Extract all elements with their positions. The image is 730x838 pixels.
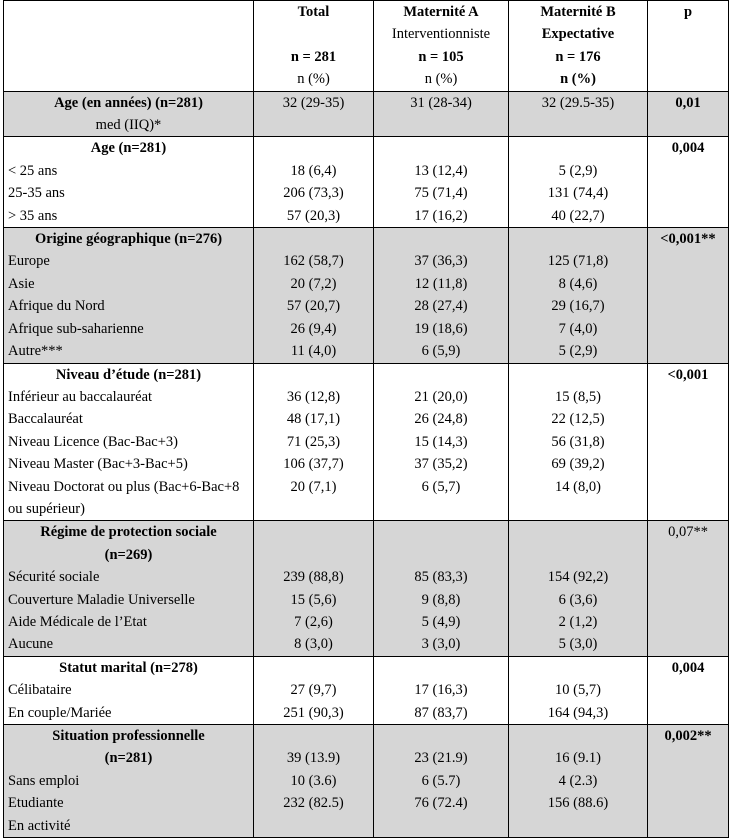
origin-b: 125 (71,8) 8 (4,6) 29 (16,7) 7 (4,0) 5 (2,9) <box>509 228 648 363</box>
section-age <box>4 137 729 228</box>
list-item: Baccalauréat <box>8 411 83 428</box>
header-p: p <box>648 1 729 92</box>
age-a: 13 (12,4) 75 (71,4) 17 (16,2) <box>374 137 509 228</box>
section-age-years <box>4 91 729 137</box>
age-years-label: Age (en années) (n=281) med (IIQ)* <box>4 91 254 137</box>
work-total: 39 (13.9) 10 (3.6) 232 (82.5) <box>254 725 374 838</box>
section-marital <box>4 656 729 724</box>
marital-p: 0,004 <box>648 656 729 724</box>
origin-a: 37 (36,3) 12 (11,8) 28 (27,4) 19 (18,6) 6 (5,9) <box>374 228 509 363</box>
age-total: 18 (6,4) 206 (73,3) 57 (20,3) <box>254 137 374 228</box>
origin-labels: Origine géographique (n=276) Europe Asie Afrique du Nord Afrique sub-saharienne Autre*** <box>4 228 254 363</box>
section-social <box>4 521 729 656</box>
education-p: <0,001 <box>648 363 729 521</box>
list-item: Aucune <box>8 636 54 653</box>
list-item: En couple/Mariée <box>8 704 112 721</box>
marital-b: 10 (5,7) 164 (94,3) <box>509 656 648 724</box>
list-item: Sans emploi <box>8 772 80 789</box>
list-item: > 35 ans <box>8 207 58 224</box>
work-p: 0,002** <box>648 725 729 838</box>
list-item: Aide Médicale de l’Etat <box>8 613 147 630</box>
list-item: En activité <box>8 817 71 834</box>
education-total: 36 (12,8) 48 (17,1) 71 (25,3) 106 (37,7) 20 (7,1) <box>254 363 374 521</box>
list-item: Niveau Licence (Bac-Bac+3) <box>8 433 178 450</box>
education-labels: Niveau d’étude (n=281) Inférieur au baccalauréat Baccalauréat Niveau Licence (Bac-Bac+3) Niveau Master (Bac+3-Bac+5) Niveau Doctorat ou plus (Bac+6-Bac+8 ou supérieur) <box>4 363 254 521</box>
education-a: 21 (20,0) 26 (24,8) 15 (14,3) 37 (35,2) 6 (5,7) <box>374 363 509 521</box>
age-years-total: 32 (29-35) <box>254 91 374 137</box>
marital-a: 17 (16,3) 87 (83,7) <box>374 656 509 724</box>
section-education <box>4 363 729 521</box>
age-years-p: 0,01 <box>648 91 729 137</box>
age-p: 0,004 <box>648 137 729 228</box>
age-years-a: 31 (28-34) <box>374 91 509 137</box>
list-item: Niveau Doctorat ou plus (Bac+6-Bac+8 ou supérieur) <box>8 478 240 517</box>
list-item: Etudiante <box>8 795 64 812</box>
social-total: 239 (88,8) 15 (5,6) 7 (2,6) 8 (3,0) <box>254 521 374 656</box>
list-item: Couverture Maladie Universelle <box>8 591 195 608</box>
demographics-table <box>3 0 729 838</box>
list-item: Niveau Master (Bac+3-Bac+5) <box>8 456 188 473</box>
origin-total: 162 (58,7) 20 (7,2) 57 (20,7) 26 (9,4) 11 (4,0) <box>254 228 374 363</box>
list-item: 25-35 ans <box>8 185 65 202</box>
origin-p: <0,001** <box>648 228 729 363</box>
list-item: Inférieur au baccalauréat <box>8 388 153 405</box>
header-maternite-a: Maternité A Interventionniste n = 105 n (%) <box>374 1 509 92</box>
work-b: 16 (9.1) 4 (2.3) 156 (88.6) <box>509 725 648 838</box>
marital-total: 27 (9,7) 251 (90,3) <box>254 656 374 724</box>
list-item: Autre*** <box>8 343 63 360</box>
list-item: Asie <box>8 275 35 292</box>
marital-labels: Statut marital (n=278) Célibataire En couple/Mariée <box>4 656 254 724</box>
header-total: Total n = 281 n (%) <box>254 1 374 92</box>
work-labels: Situation professionnelle (n=281) Sans emploi Etudiante En activité <box>4 725 254 838</box>
age-labels: Age (n=281) < 25 ans 25-35 ans > 35 ans <box>4 137 254 228</box>
header-maternite-b: Maternité B Expectative n = 176 n (%) <box>509 1 648 92</box>
education-b: 15 (8,5) 22 (12,5) 56 (31,8) 69 (39,2) 14 (8,0) <box>509 363 648 521</box>
section-origin <box>4 228 729 363</box>
social-a: 85 (83,3) 9 (8,8) 5 (4,9) 3 (3,0) <box>374 521 509 656</box>
header-empty-cell <box>4 1 254 92</box>
list-item: Sécurité sociale <box>8 569 100 586</box>
section-work <box>4 725 729 838</box>
list-item: Célibataire <box>8 682 72 699</box>
social-p: 0,07** <box>648 521 729 656</box>
social-labels: Régime de protection sociale (n=269) Sécurité sociale Couverture Maladie Universelle Aide Médicale de l’Etat Aucune <box>4 521 254 656</box>
header-row <box>4 1 729 92</box>
list-item: Europe <box>8 253 50 270</box>
list-item: Afrique du Nord <box>8 298 105 315</box>
age-b: 5 (2,9) 131 (74,4) 40 (22,7) <box>509 137 648 228</box>
age-years-b: 32 (29.5-35) <box>509 91 648 137</box>
list-item: < 25 ans <box>8 162 58 179</box>
work-a: 23 (21.9) 6 (5.7) 76 (72.4) <box>374 725 509 838</box>
list-item: Afrique sub-saharienne <box>8 320 144 337</box>
social-b: 154 (92,2) 6 (3,6) 2 (1,2) 5 (3,0) <box>509 521 648 656</box>
